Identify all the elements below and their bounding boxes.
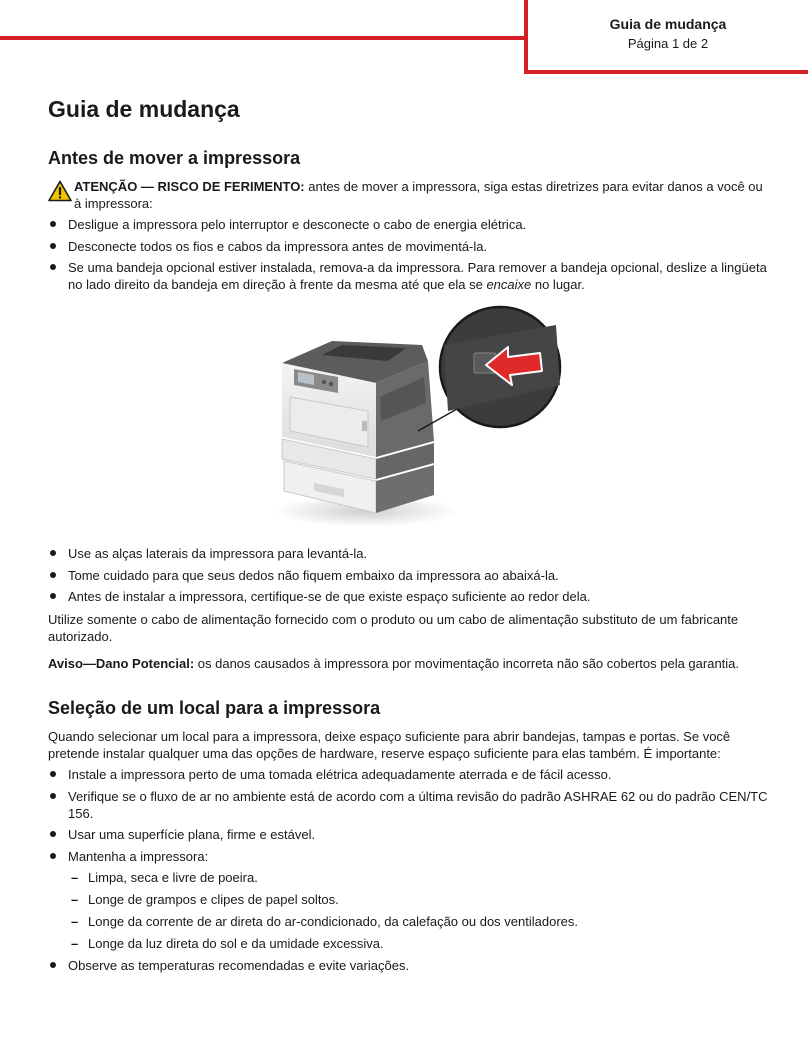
- notice-body: os danos causados à impressora por movimentação incorreta não são cobertos pela garantia.: [194, 656, 740, 671]
- list-item: Desconecte todos os fios e cabos da impressora antes de movimentá-la.: [48, 238, 770, 255]
- caution-text: [74, 178, 770, 212]
- page-title: Guia de mudança: [48, 96, 240, 122]
- notice-label: Aviso—Dano Potencial:: [48, 656, 195, 671]
- list-item: Usar uma superfície plana, firme e estável.: [48, 826, 770, 843]
- tray-text-end: no lugar.: [531, 277, 585, 292]
- list-item-keep-printer: [48, 848, 770, 952]
- list-item: Observe as temperaturas recomendadas e evite variações.: [48, 957, 770, 974]
- printer-illustration: [48, 305, 770, 537]
- tray-text-emphasis: encaixe: [486, 277, 532, 292]
- list-item: Instale a impressora perto de uma tomada elétrica adequadamente aterrada e de fácil acesso.: [48, 766, 770, 783]
- sub-list-item: – Longe da corrente de ar direta do ar-condicionado, da calefação ou dos ventiladores.: [68, 913, 770, 930]
- tray-text-part: Se uma bandeja opcional estiver instalada, remova-a da impressora. Para remover a bandeja opcional, deslize a lingüeta no lado direito da bandeja em direção à frente da mesma até que ela se: [68, 260, 767, 292]
- document-body: [48, 94, 770, 980]
- list-item-remove-tray: [48, 259, 770, 293]
- section-heading-before-moving: Antes de mover a impressora: [48, 148, 301, 168]
- list-item: Antes de instalar a impressora, certifique-se de que existe espaço suficiente ao redor dela.: [48, 588, 770, 605]
- sub-list-item: – Longe de grampos e clipes de papel soltos.: [68, 891, 770, 908]
- list-item: Desligue a impressora pelo interruptor e desconecte o cabo de energia elétrica.: [48, 216, 770, 233]
- sub-list-item: – Longe da luz direta do sol e da umidade excessiva.: [68, 935, 770, 952]
- bullet-list-before: [48, 216, 770, 293]
- keep-label: Mantenha a impressora:: [68, 848, 209, 864]
- section-heading-location: Seleção de um local para a impressora: [48, 698, 381, 718]
- list-item: Tome cuidado para que seus dedos não fiquem embaixo da impressora ao abaixá-la.: [48, 567, 770, 584]
- damage-notice: [48, 655, 770, 672]
- location-bullet-list: [48, 766, 770, 974]
- caution-body: antes de mover a impressora, siga estas diretrizes para evitar danos a você ou à impressora:: [74, 179, 763, 211]
- running-header-title: Guia de mudança: [609, 16, 727, 32]
- warning-triangle-icon: [48, 180, 72, 202]
- header-rule: [0, 36, 528, 40]
- power-cord-note: Utilize somente o cabo de alimentação fornecido com o produto ou um cabo de alimentação substituto de um fabricante autorizado.: [48, 612, 739, 644]
- list-item: Use as alças laterais da impressora para levantá-la.: [48, 545, 770, 562]
- bullet-list-after: [48, 545, 770, 605]
- caution-label: ATENÇÃO — RISCO DE FERIMENTO:: [74, 179, 305, 194]
- sub-list-item: – Limpa, seca e livre de poeira.: [68, 869, 770, 886]
- page-number: Página 1 de 2: [627, 36, 709, 51]
- sub-list: [68, 869, 770, 952]
- printer-image: [268, 305, 568, 537]
- list-item: Verifique se o fluxo de ar no ambiente está de acordo com a última revisão do padrão ASHRAE 62 ou do padrão CEN/TC 156.: [48, 788, 770, 822]
- caution-notice: [48, 178, 770, 212]
- location-intro: Quando selecionar um local para a impressora, deixe espaço suficiente para abrir bandejas, tampas e portas. Se você pretende instalar qualquer uma das opções de hardware, reserve espaço suficiente para elas também. É importante:: [48, 729, 731, 761]
- header-corner-horizontal: [524, 70, 808, 74]
